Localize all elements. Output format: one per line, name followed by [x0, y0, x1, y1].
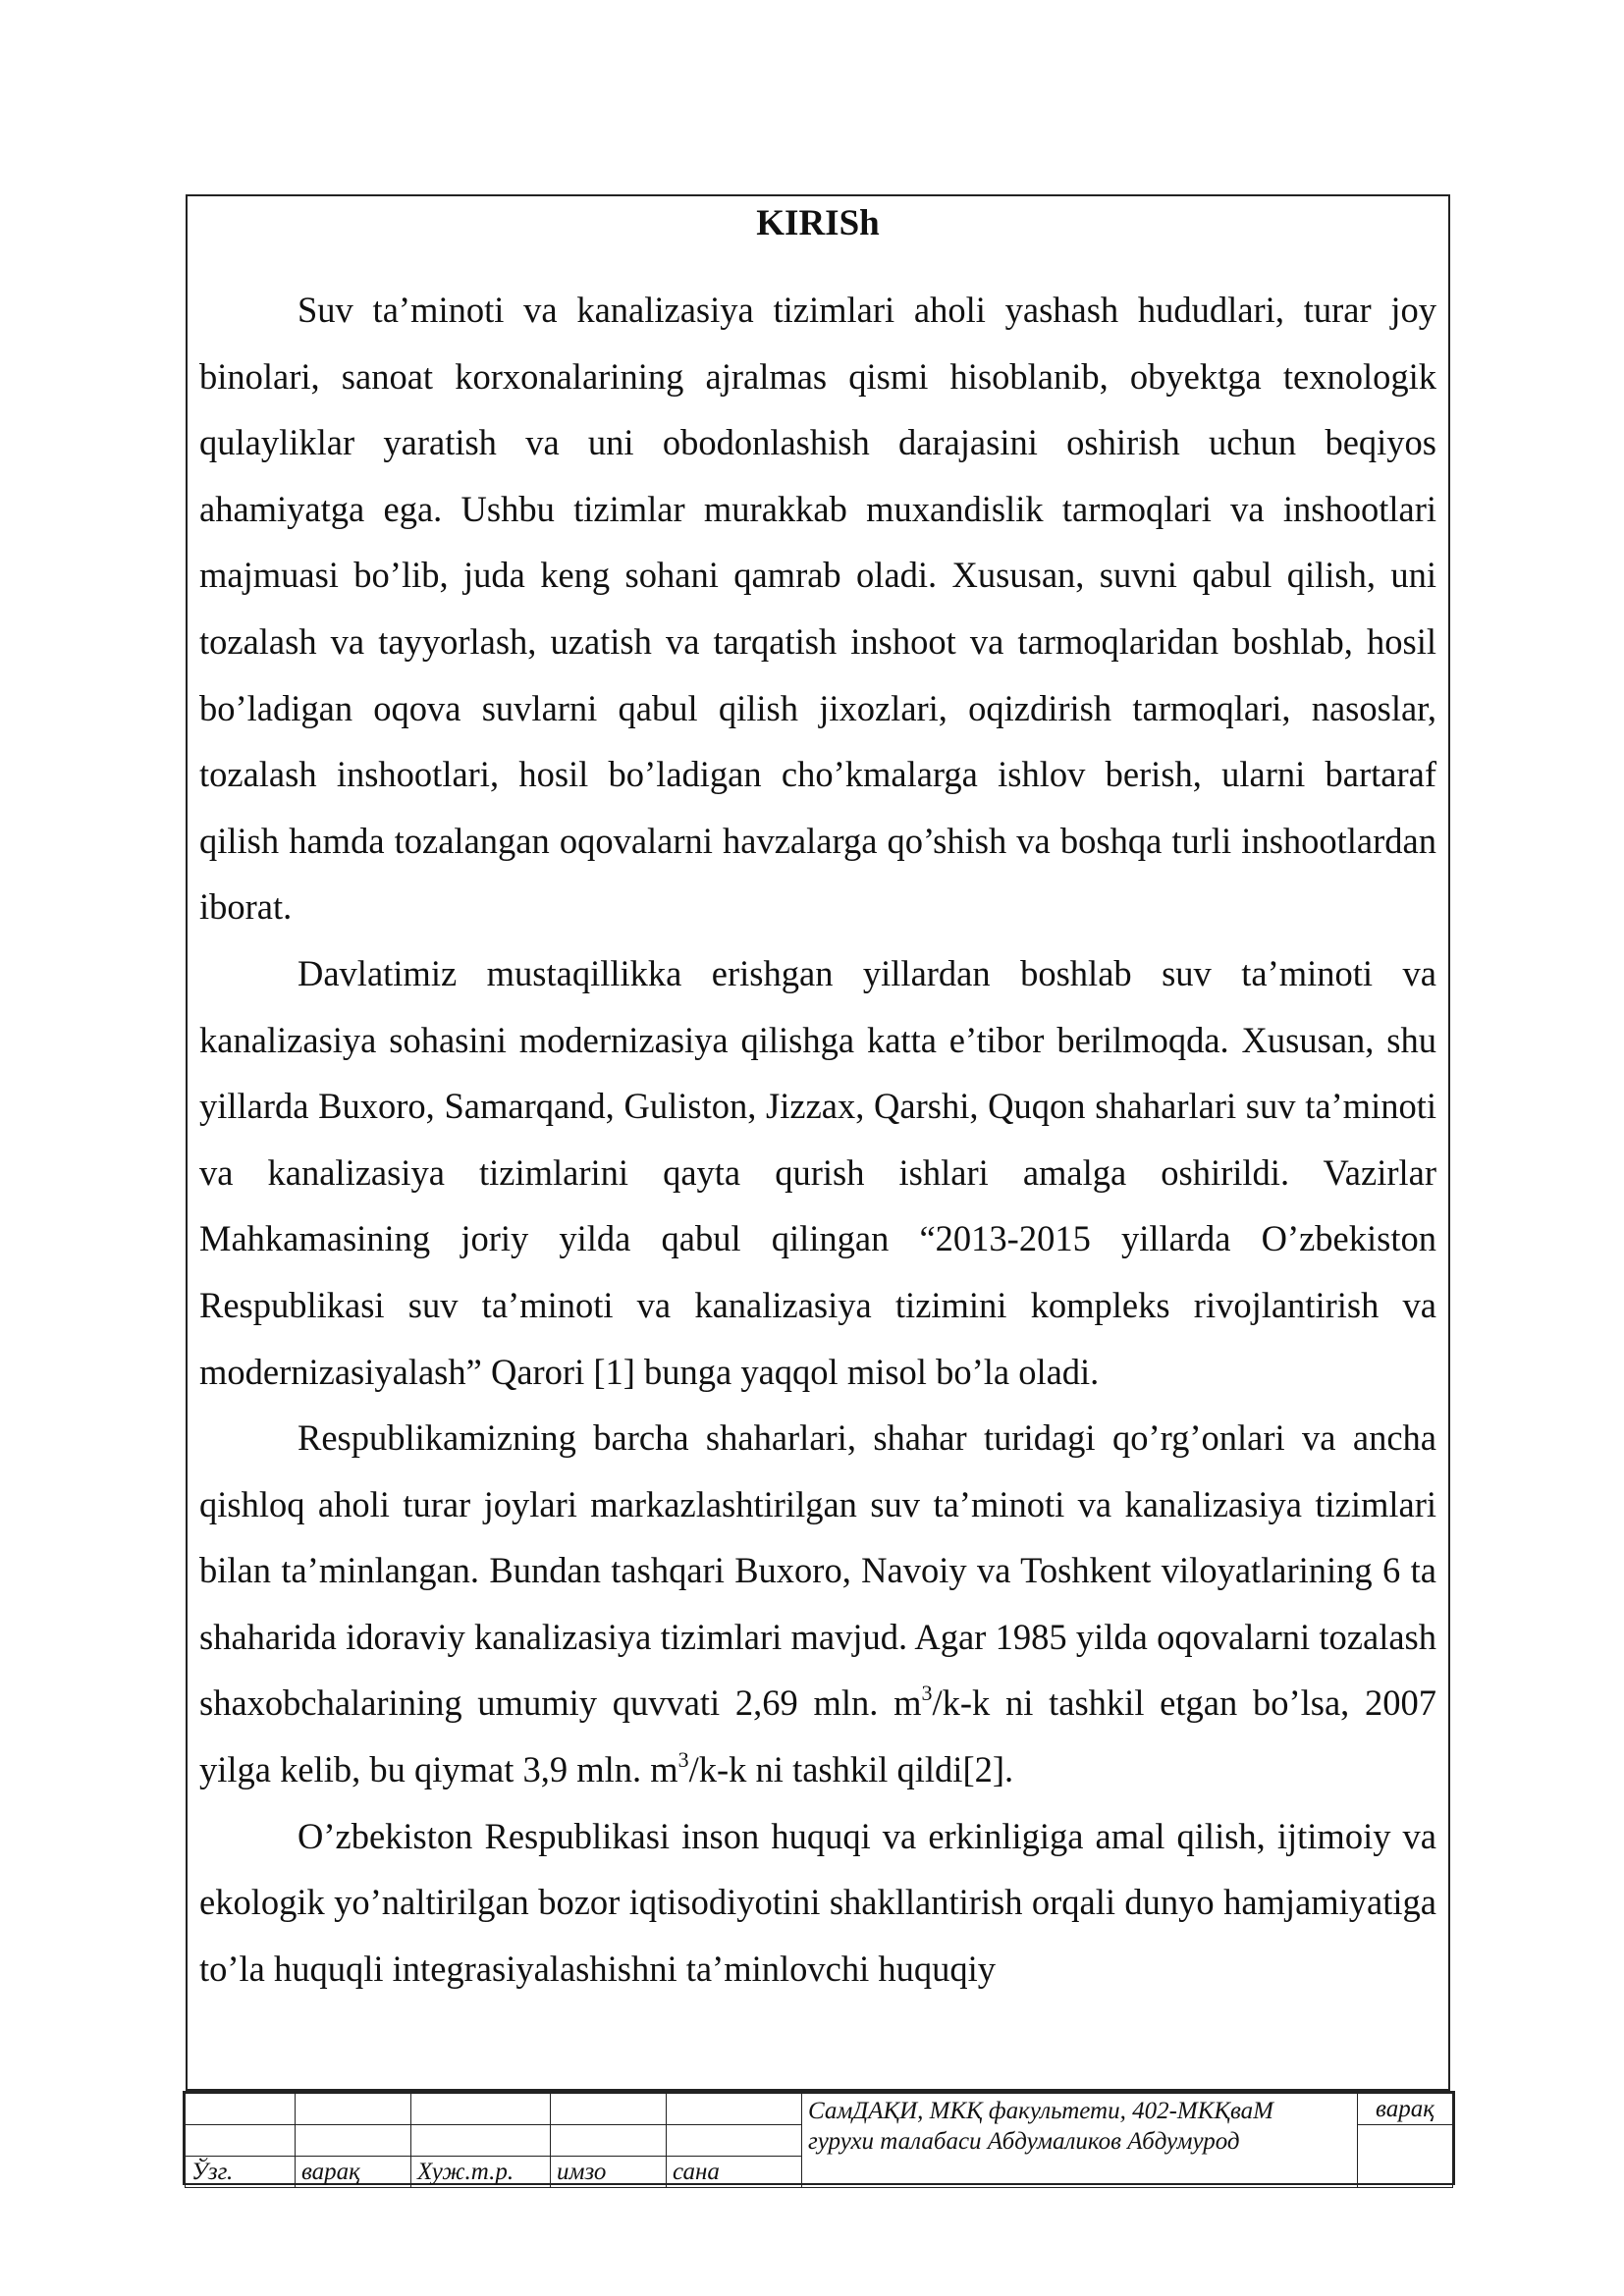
stamp-col-document: Хуж.т.р. [411, 2157, 551, 2188]
paragraph-3-part-2: /k-k ni tashkil etgan bo’lsa, 2007 yilga kelib, bu qiymat 3,9 mln. m [199, 1682, 1436, 1790]
stamp-col-signature: имзо [551, 2157, 667, 2188]
document-body [199, 277, 1436, 2002]
stamp-cell [186, 2094, 296, 2125]
paragraph-3-part-1: Respublikamizning barcha shaharlari, shahar turidagi qo’rg’onlari va ancha qishloq aholi turar joylari markazlashtirilgan suv ta’minoti va kanalizasiya tizimlari bilan ta’minlangan. Bundan tashqari Buxoro, Navoiy va Toshkent viloyatlarining 6 ta shaharida idoraviy kanalizasiya tizimlari mavjud. Agar 1985 yilda oqovalarni tozalash shaxobchalarining umumiy quvvati 2,69 mln. m [199, 1417, 1436, 1724]
superscript-cubed: 3 [921, 1681, 933, 1706]
stamp-org-line-1: СамДАҚИ, МКҚ факультети, 402-МКҚваМ [808, 2098, 1273, 2124]
stamp-org-line-2: гурухи талабаси Абдумаликов Абдумурод [808, 2128, 1240, 2155]
superscript-cubed: 3 [677, 1746, 689, 1772]
stamp-sheet-label: варақ [1358, 2094, 1453, 2125]
document-title: KIRISh [756, 203, 880, 243]
paragraph-3 [199, 1405, 1436, 1803]
stamp-cell [296, 2125, 411, 2157]
stamp-table [185, 2093, 1453, 2188]
paragraph-3-part-3: /k-k ni tashkil qildi[2]. [688, 1749, 1014, 1790]
stamp-cell [411, 2094, 551, 2125]
stamp-cell [667, 2094, 802, 2125]
stamp-cell [667, 2125, 802, 2157]
paragraph-4: O’zbekiston Respublikasi inson huquqi va erkinligiga amal qilish, ijtimoiy va ekologik yo’naltirilgan bozor iqtisodiyotini shakllantirish orqali dunyo hamjamiyatiga to’la huquqli integrasiyalashishni ta’minlovchi huquqiy [199, 1815, 1436, 1989]
stamp-col-change: Ўзг. [186, 2157, 296, 2188]
stamp-col-date: сана [667, 2157, 802, 2188]
stamp-col-sheet: варақ [296, 2157, 411, 2188]
stamp-cell [296, 2094, 411, 2125]
paragraph-2: Davlatimiz mustaqillikka erishgan yillardan boshlab suv ta’minoti va kanalizasiya sohasini modernizasiya qilishga katta e’tibor berilmoqda. Xususan, shu yillarda Buxoro, Samarqand, Guliston, Jizzax, Qarshi, Quqon shaharlari suv ta’minoti va kanalizasiya tizimlarini qayta qurish ishlari amalga oshirildi. Vazirlar Mahkamasining joriy yilda qabul qilingan “2013-2015 yillarda O’zbekiston Respublikasi suv ta’minoti va kanalizasiya tizimini kompleks rivojlantirish va modernizasiyalash” Qarori [1] bunga yaqqol misol bo’la oladi. [199, 952, 1436, 1392]
stamp-cell [551, 2094, 667, 2125]
title-block-stamp [183, 2091, 1455, 2185]
stamp-cell [186, 2125, 296, 2157]
stamp-sheet-number [1358, 2125, 1453, 2188]
stamp-organization [802, 2094, 1358, 2188]
stamp-cell [551, 2125, 667, 2157]
stamp-cell [411, 2125, 551, 2157]
paragraph-1: Suv ta’minoti va kanalizasiya tizimlari aholi yashash hududlari, turar joy binolari, sanoat korxonalarining ajralmas qismi hisoblanib, obyektga texnologik qulayliklar yaratish va uni obodonlashish darajasini oshirish uchun beqiyos ahamiyatga ega. Ushbu tizimlar murakkab muxandislik tarmoqlari va inshootlari majmuasi bo’lib, juda keng sohani qamrab oladi. Xususan, suvni qabul qilish, uni tozalash va tayyorlash, uzatish va tarqatish inshoot va tarmoqlaridan boshlab, hosil bo’ladigan oqova suvlarni qabul qilish jixozlari, oqizdirish tarmoqlari, nasoslar, tozalash inshootlari, hosil bo’ladigan cho’kmalarga ishlov berish, ularni bartaraf qilish hamda tozalangan oqovalarni havzalarga qo’shish va boshqa turli inshootlardan iborat. [199, 290, 1436, 928]
